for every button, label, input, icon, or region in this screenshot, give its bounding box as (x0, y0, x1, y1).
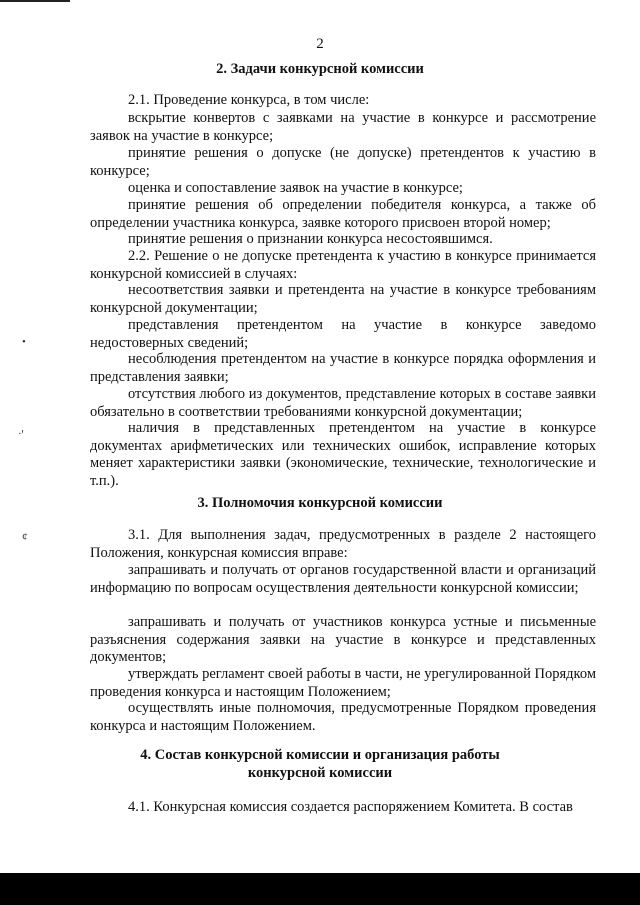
paragraph-2-2-c: несоблюдения претендентом на участие в конкурсе порядка оформления и представления заявки; (90, 351, 596, 385)
page-number: 2 (316, 36, 324, 52)
margin-mark: ¢ (22, 531, 28, 543)
margin-mark: • (22, 336, 26, 348)
margin-mark: ·ꞌ (18, 428, 24, 440)
paragraph-2-1-d: принятие решения об определении победителя конкурса, а также об определении участника конкурса, заявке которого присвоен второй номер; (90, 197, 596, 231)
paragraph-2-2-e: наличия в представленных претендентом на участие в конкурсе документах арифметических или технических ошибок, исправление которых меняет характеристики заявки (экономические, технические, технологические и т.п.). (90, 420, 596, 489)
paragraph-3-1-c: утверждать регламент своей работы в части, не урегулированной Порядком проведения конкурса и настоящим Положением; (90, 666, 596, 700)
scan-artifact-line (0, 0, 70, 2)
paragraph-2-2: 2.2. Решение о не допуске претендента к участию в конкурсе принимается конкурсной комиссией в случаях: (90, 248, 596, 282)
section-4-title-line-1: 4. Состав конкурсной комиссии и организация работы (140, 747, 500, 763)
paragraph-3-1-a: запрашивать и получать от органов государственной власти и организаций информацию по вопросам осуществления деятельности конкурсной комиссии; (90, 562, 596, 596)
section-3-title: 3. Полномочия конкурсной комиссии (197, 495, 443, 511)
paragraph-2-2-a: несоответствия заявки и претендента на участие в конкурсе требованиям конкурсной документации; (90, 282, 596, 316)
paragraph-3-1-b: запрашивать и получать от участников конкурса устные и письменные разъяснения содержания заявки на участие в конкурсе и представленных документов; (90, 614, 596, 666)
section-2-title: 2. Задачи конкурсной комиссии (216, 61, 424, 77)
paragraph-2-1-b: принятие решения о допуске (не допуске) претендентов к участию в конкурсе; (90, 145, 596, 179)
paragraph-2-1-a: вскрытие конвертов с заявками на участие в конкурсе и рассмотрение заявок на участие в конкурсе; (90, 110, 596, 144)
paragraph-2-1-e: принятие решения о признании конкурса несостоявшимся. (128, 231, 493, 247)
paragraph-2-2-b: представления претендентом на участие в конкурсе заведомо недостоверных сведений; (90, 317, 596, 351)
paragraph-3-1-d: осуществлять иные полномочия, предусмотренные Порядком проведения конкурса и настоящим Положением. (90, 700, 596, 734)
paragraph-2-1: 2.1. Проведение конкурса, в том числе: (128, 92, 370, 108)
paragraph-2-2-d: отсутствия любого из документов, представление которых в составе заявки обязательно в соответствии требованиями конкурсной документации; (90, 386, 596, 420)
section-4-title-line-2: конкурсной комиссии (247, 765, 393, 781)
scan-bottom-band (0, 873, 640, 905)
paragraph-2-1-c: оценка и сопоставление заявок на участие в конкурсе; (128, 180, 463, 196)
paragraph-4-1: 4.1. Конкурсная комиссия создается распоряжением Комитета. В состав (128, 799, 573, 815)
paragraph-3-1: 3.1. Для выполнения задач, предусмотренных в разделе 2 настоящего Положения, конкурсная комиссия вправе: (90, 527, 596, 561)
